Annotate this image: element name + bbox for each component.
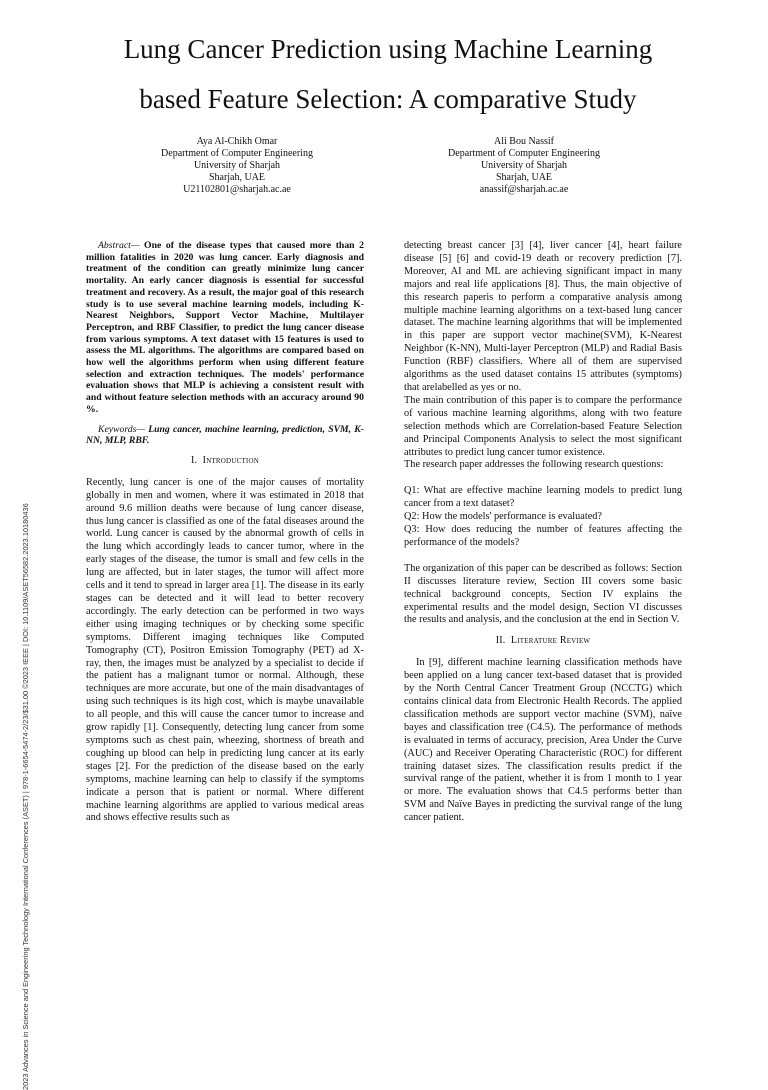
doi-sidebar-text: 2023 Advances in Science and Engineering Technology International Conferences (ASET) | 978-1-6654-5474-2/23/$31.00 ©2023 IEEE | DOI: 10.1109/ASET56582.2023.10180436 xyxy=(21,503,30,1090)
section-number: I. xyxy=(191,454,198,466)
research-question: Q3: How does reducing the number of features affecting the performance of the models? xyxy=(404,524,682,548)
author-email: anassif@sharjah.ac.ae xyxy=(479,184,569,196)
paper-title-line1: Lung Cancer Prediction using Machine Learning xyxy=(123,34,653,64)
author-university: University of Sharjah xyxy=(193,160,281,172)
body-paragraph: detecting breast cancer [3] [4], liver cancer [4], heart failure disease [5] [6] and covid-19 death or recovery prediction [7]. Moreover, AI and ML are achieving significant impact in many majors and real life applications [8]. Thus, the main objective of this research paperis to perform a comparative analysis among multiple machine learning algorithms on a text-based lung cancer dataset. The machine learning algorithms that will be implemented in this paper are support vector machine(SVM), K-Nearest Neighbor (K-NN), Multi-layer Perceptron (MLP) and Radial Basis Function (RBF) classifiers. Where all of them are supervised algorithms as the used dataset contains 15 attributes (symptoms) that arelabelled as yes or no. xyxy=(404,240,682,393)
research-question: Q2: How the models' performance is evaluated? xyxy=(404,511,602,523)
author-email: U21102801@sharjah.ac.ae xyxy=(183,184,291,196)
spacer xyxy=(404,472,682,485)
author-university: University of Sharjah xyxy=(480,160,568,172)
author-department: Department of Computer Engineering xyxy=(448,148,600,160)
author-block-1 xyxy=(117,136,357,196)
paper-title-line2: based Feature Selection: A comparative Study xyxy=(139,84,637,114)
section-title: Literature Review xyxy=(510,635,591,647)
section-heading-introduction xyxy=(86,455,364,468)
section-heading-literature-review xyxy=(404,635,682,648)
organization-paragraph: The organization of this paper can be described as follows: Section II discusses literature review, Section III covers some basic technical background concepts, Section IV explains the experimental results and the model design, Section VI discusses the results and analysis, and the conclusion at the end in Section V. xyxy=(404,562,682,626)
section-number: II. xyxy=(495,635,506,647)
left-column xyxy=(86,240,364,825)
introduction-paragraph: Recently, lung cancer is one of the major causes of mortality globally in men and women, where it was estimated in 2018 that around 9.6 million deaths were because of lung cancer disease, thus lung cancer is classified as one of the fatal diseases around the world. Lung cancer is caused by the abnormal growth of cells in the lung which accordingly leads to cancer tumor, where in the early stages of the disease, the tumor is small and few cells in the lung are affected, but in later stages, the tumor will affect more cells and it tend to spread in larger area [1]. The disease in its early stages can be detected and it will lead to better recovery accordingly. The early detection can be performed in two ways either using imaging techniques or by checking some specific symptoms. Different imaging techniques like Computed Tomography (CT), Positron Emission Tomography (PET) ad X-ray, then, the images must be analyzed by a specialist to decide if the patient has a malignant tumor or normal. Although, these techniques are more accurate, but one of the main disadvantages of using such techniques is its high cost, which is maybe unavailable to all people, and this will cause the cancer tumor to increase and grow rapidly [1]. Consequently, detecting lung cancer from some symptoms such as chest pain, wheezing, shortness of breath and coughing up blood can help in predicting lung cancer at its early stages [2]. For the prediction of the disease based on the early symptoms, machine learning can help to classify if the symptoms indicate a person that is patient or normal. Where different machine learning algorithms are applied to various medical areas and shows effective results such as xyxy=(86,476,364,824)
author-name: Ali Bou Nassif xyxy=(494,136,554,147)
author-block-2 xyxy=(404,136,644,196)
keywords-lead: Keywords— xyxy=(98,423,146,435)
literature-paragraph: In [9], different machine learning classification methods have been applied on a lung cancer text-based dataset that is provided by the North Central Cancer Treatment Group (NCCTG) which contains clinical data from Electronic Health Records. The applied classification methods are support vector machine (SVM), naïve bayes and classification tree (C4.5). The performance of methods is evaluated in terms of accuracy, precision, Area Under the Curve (AUC) and Receiver Operating Characteristic (ROC) for different training dataset sizes. The classification results predict if the survival range of the patient, whether it is from 1 month to 1 year or more. The evaluation shows that C4.5 performs better than SVM and Naïve Bayes in predicting the survival range of the lung cancer patient. xyxy=(404,657,682,824)
author-location: Sharjah, UAE xyxy=(208,172,266,184)
keywords xyxy=(86,424,364,447)
research-question: Q1: What are effective machine learning models to predict lung cancer from a text dataset? xyxy=(404,485,682,510)
author-location: Sharjah, UAE xyxy=(495,172,553,184)
keywords-text: Lung cancer, machine learning, prediction, SVM, K-NN, MLP, RBF. xyxy=(86,423,364,447)
abstract xyxy=(86,240,364,416)
spacer xyxy=(404,550,682,563)
doi-sidebar xyxy=(8,0,30,1090)
contribution-paragraph: The main contribution of this paper is to compare the performance of various machine learning algorithms, along with two feature selection methods which are Correlation-based Feature Selection and Principal Components Analysis to select the most significant attributes to predict lung cancer tumor existence. xyxy=(404,394,682,458)
right-column xyxy=(404,240,682,825)
section-title: Introduction xyxy=(202,454,259,466)
author-name: Aya Al-Chikh Omar xyxy=(196,136,278,147)
research-questions-intro: The research paper addresses the following research questions: xyxy=(404,459,664,471)
abstract-text: One of the disease types that caused more than 2 million fatalities in 2020 was lung cancer. Early diagnosis and treatment of the condition can greatly minimize lung cancer mortality. An early cancer diagnosis is essential for successful treatment and recovery. As a result, the major goal of this research study is to use several machine learning models, including K-Nearest Neighbors, Support Vector Machine, Multilayer Perceptron, and RBF Classifier, to predict the lung cancer disease from various symptoms. A text dataset with 15 features is used to assess the ML algorithms. The algorithms are compared based on how well the algorithms perform when using different feature selection and extraction techniques. The models' performance evaluation shows that MLP is achieving a consistent result with and without feature selection methods with an accuracy around 90 %. xyxy=(86,240,364,415)
abstract-lead: Abstract— xyxy=(98,240,140,251)
author-department: Department of Computer Engineering xyxy=(161,148,313,160)
